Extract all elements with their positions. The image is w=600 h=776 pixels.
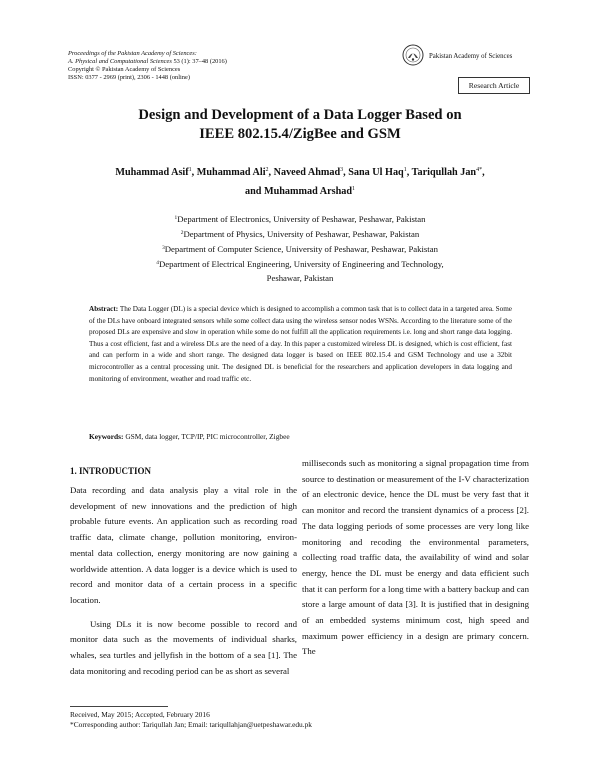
author-list [70,162,530,200]
author-separator: , [268,167,274,178]
affiliation-mark: 3 [162,245,165,251]
corresponding-author: *Corresponding author: Tariqullah Jan; Email: tariqullahjan@uetpeshawar.edu.pk [70,720,312,729]
affiliation-mark: 4 [156,260,159,266]
author-and: and [244,186,264,197]
abstract-text: The Data Logger (DL) is a special device which is designed to accomplish a common task that is to collect data in a targeted area. Some of the DLs have onboard integrated sensors while some collect data using the wireless sensor nodes WSNs. According to the literature some of the proposed DLs are expensive and slow in operation while some do not fulfill all the application requirements i.e. long and short range data logging. Thus a cost efficient, fast and a wireless DLs are the need of a day. In this paper a customized wireless DL is designed, which is cost efficient, fast and can perform in a wide and short range. The designed data logger is based on IEEE 802.15.4 and GSM Technology and use a 32bit microcontroller as a central processing unit. The designed DL is beneficial for the researchers and application developers in data logging and monitoring of environment, weather and road traffic etc. [89,305,512,383]
intro-paragraph-2: Using DLs it is now become possible to record and monitor data such as the movements of individual sharks, whales, sea turtles and jellyfish in the bottom of a sea [1]. The data monitoring and recoding period can be as short as several [70,618,297,676]
author-name: Muhammad Asif [115,167,189,178]
affiliation-item [100,256,500,271]
abstract [89,304,512,385]
paper-title [60,106,540,144]
received-date: Received, May 2015; Accepted, February 2016 [70,710,210,719]
author-line2 [70,181,530,200]
affiliation-item [100,241,500,256]
author-name: Muhammad Arshad [263,186,352,197]
author-name: Naveed Ahmad [273,167,341,178]
publisher-name: Pakistan Academy of Sciences [429,53,513,60]
article-type-badge: Research Article [458,77,530,94]
affiliation-text: Department of Electrical Engineering, University of Engineering and Technology, [158,259,444,269]
title-line1: Design and Development of a Data Logger Based on [138,107,462,123]
author-affil-mark: 4* [476,167,483,173]
affiliation-list [100,211,500,285]
abstract-label: Abstract: [89,305,119,313]
right-column [302,456,529,660]
author-separator: , [343,167,349,178]
section-heading: 1. INTRODUCTION [70,466,152,476]
affiliation-mark: 2 [180,230,184,236]
author-name: Tariqullah Jan [411,167,477,178]
keywords-text: GSM, data logger, TCP/IP, PIC microcontroller, Zigbee [123,432,290,441]
author-separator: , [191,167,197,178]
affiliation-mark: 1 [174,215,178,221]
intro-paragraph-1: Data recording and data analysis play a vital role in the development of new innovations and the prediction of high probable future events. An application such as recording road traffic data, climate change, pollution monitoring, environ-mental data collection, energy monitoring are now gaining a worldwide attention. A data logger is a device which is used to record and monitor data of a certain process in a specific location. [70,485,297,605]
keywords [89,432,512,441]
affiliation-text: Department of Physics, University of Peshawar, Peshawar, Pakistan [183,229,420,239]
academy-seal-logo [402,44,424,66]
issn-line: ISSN: 0377 - 2969 (print), 2306 - 1448 (online) [68,74,190,82]
author-affil-mark: 2 [265,167,269,173]
left-column [70,460,297,679]
author-separator: , [406,167,412,178]
volume-pages: 53 (1): 37–48 (2016) [171,58,227,66]
proceedings-line1: Proceedings of the Pakistan Academy of Sciences: [68,50,197,57]
author-affil-mark: 3 [340,167,344,173]
affiliation-item [100,211,500,226]
journal-header [68,50,227,82]
author-affil-mark: 1 [403,167,407,173]
intro-paragraph-3: milliseconds such as monitoring a signal propagation time from source to destination or measurement of the I-V characterization of an electronic device, hence the DL must be very fast that it can monitor and record the transient dynamics of a process [2]. The data logging periods of some processes are very long like monitoring and recoding the environmental parameters, collecting road traffic data, the availability of wind and solar energy, hence the DL must be energy and data efficient such that it can perform for a long time with a battery backup and can store a large amount of data [3]. It is justified that in designing of an embedded systems minimum cost, high speed and maximum power efficiency in a design are primary concern. The [302,458,529,657]
author-line1: Muhammad Asif$^1$, Muhammad Ali$^2$, Naveed Ahmad$^3$, Sana Ul Haq$^1$, Tariqullah Jan$^{4*}$, [115,167,485,178]
author-name: Sana Ul Haq [348,167,404,178]
affiliation-item-continued: Peshawar, Pakistan [266,273,334,283]
author-affil-mark: 1 [352,186,355,192]
keywords-label: Keywords: [89,432,124,441]
affiliation-text: Department of Computer Science, University of Peshawar, Peshawar, Pakistan [164,244,438,254]
footnotes [70,710,312,730]
affiliation-item [100,226,500,241]
proceedings-line2: A. Physical and Computational Sciences [68,58,172,66]
copyright-line: Copyright © Pakistan Academy of Sciences [68,66,181,74]
title-line2: IEEE 802.15.4/ZigBee and GSM [199,126,401,142]
affiliation-text: Department of Electronics, University of Peshawar, Peshawar, Pakistan [177,214,426,224]
author-affil-mark: 1 [188,167,192,173]
footnote-divider [70,706,168,707]
author-name: Muhammad Ali [196,167,266,178]
